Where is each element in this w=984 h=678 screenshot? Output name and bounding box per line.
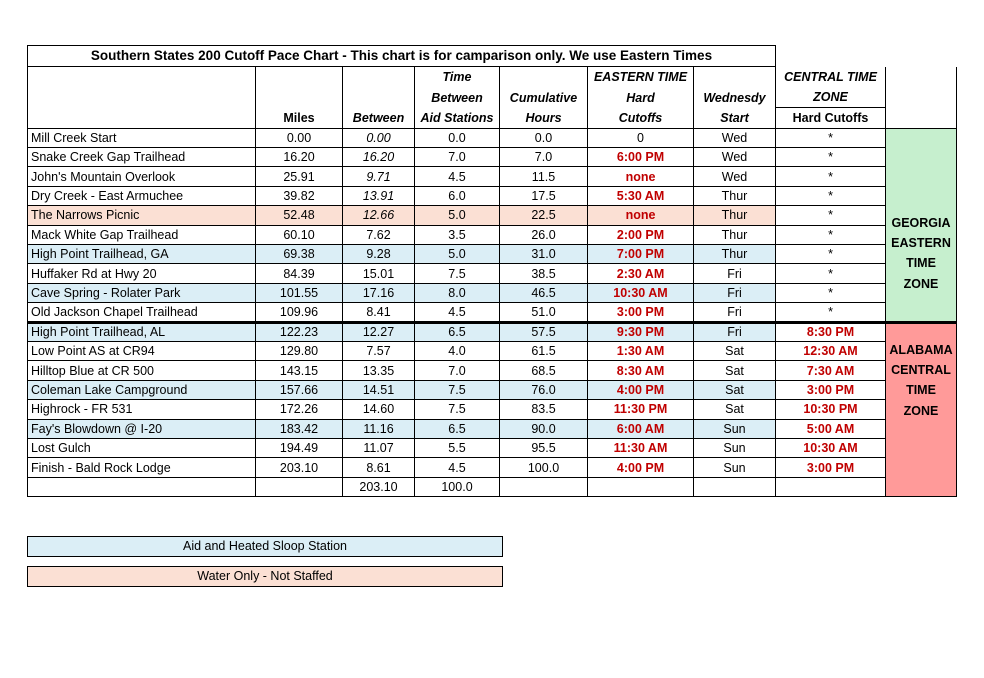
row-miles: 183.42 [256, 419, 343, 438]
row-eastern-cutoff: 5:30 AM [588, 186, 694, 205]
table-row [28, 167, 957, 186]
row-location: Mack White Gap Trailhead [28, 225, 256, 244]
row-central-cutoff: 10:30 PM [776, 400, 886, 419]
row-between: 13.91 [343, 186, 415, 205]
row-time-between: 7.5 [415, 264, 500, 283]
row-eastern-cutoff: none [588, 167, 694, 186]
row-miles: 101.55 [256, 283, 343, 302]
row-time-between: 5.0 [415, 206, 500, 225]
row-time-between: 5.0 [415, 245, 500, 264]
row-eastern-cutoff: 10:30 AM [588, 283, 694, 302]
table-row [28, 438, 957, 457]
table-row [28, 206, 957, 225]
row-cumulative-hours: 76.0 [500, 380, 588, 399]
row-eastern-cutoff: none [588, 206, 694, 225]
row-time-between: 6.5 [415, 322, 500, 341]
row-eastern-cutoff: 1:30 AM [588, 341, 694, 360]
row-location: Coleman Lake Campground [28, 380, 256, 399]
row-time-between: 4.5 [415, 458, 500, 477]
row-cumulative-hours: 22.5 [500, 206, 588, 225]
row-cumulative-hours: 61.5 [500, 341, 588, 360]
georgia-eastern-zone [886, 128, 957, 322]
zone-label: ZONE [903, 276, 939, 291]
row-cumulative-hours: 31.0 [500, 245, 588, 264]
header-start: Start [694, 108, 776, 128]
header-hard: Hard [588, 87, 694, 107]
row-time-between: 0.0 [415, 128, 500, 147]
row-miles: 69.38 [256, 245, 343, 264]
legend-water-only: Water Only - Not Staffed [27, 566, 503, 587]
table-row [28, 148, 957, 167]
table-row [28, 225, 957, 244]
row-between: 15.01 [343, 264, 415, 283]
alabama-central-zone [886, 322, 957, 497]
row-central-cutoff: 3:00 PM [776, 380, 886, 399]
row-central-cutoff: * [776, 245, 886, 264]
row-central-cutoff: 8:30 PM [776, 322, 886, 341]
row-start-day: Sun [694, 419, 776, 438]
row-between: 14.51 [343, 380, 415, 399]
row-cumulative-hours: 0.0 [500, 128, 588, 147]
row-eastern-cutoff: 9:30 PM [588, 322, 694, 341]
row-time-between: 6.0 [415, 186, 500, 205]
row-cumulative-hours: 11.5 [500, 167, 588, 186]
row-central-cutoff: 12:30 AM [776, 341, 886, 360]
row-miles: 109.96 [256, 303, 343, 322]
total-hours: 100.0 [415, 477, 500, 496]
row-cumulative-hours: 7.0 [500, 148, 588, 167]
header-cumulative: Cumulative [500, 87, 588, 107]
row-miles: 203.10 [256, 458, 343, 477]
row-location: Snake Creek Gap Trailhead [28, 148, 256, 167]
row-time-between: 4.5 [415, 167, 500, 186]
row-cumulative-hours: 17.5 [500, 186, 588, 205]
row-start-day: Fri [694, 264, 776, 283]
row-start-day: Wed [694, 167, 776, 186]
row-eastern-cutoff: 4:00 PM [588, 458, 694, 477]
row-start-day: Thur [694, 245, 776, 264]
row-central-cutoff: 5:00 AM [776, 419, 886, 438]
row-central-cutoff: * [776, 303, 886, 322]
zone-label: ALABAMA [889, 342, 953, 357]
table-row [28, 245, 957, 264]
table-row [28, 400, 957, 419]
header-zone: ZONE [776, 87, 886, 107]
zone-label: GEORGIA [891, 215, 951, 230]
row-cumulative-hours: 68.5 [500, 361, 588, 380]
row-cumulative-hours: 38.5 [500, 264, 588, 283]
row-eastern-cutoff: 3:00 PM [588, 303, 694, 322]
row-miles: 25.91 [256, 167, 343, 186]
total-miles: 203.10 [343, 477, 415, 496]
zone-label: TIME [906, 256, 936, 271]
row-between: 7.62 [343, 225, 415, 244]
row-eastern-cutoff: 7:00 PM [588, 245, 694, 264]
row-location: High Point Trailhead, AL [28, 322, 256, 341]
row-central-cutoff: 3:00 PM [776, 458, 886, 477]
row-between: 17.16 [343, 283, 415, 302]
row-eastern-cutoff: 6:00 AM [588, 419, 694, 438]
header-central-time: CENTRAL TIME [776, 67, 886, 87]
row-between: 9.28 [343, 245, 415, 264]
table-row [28, 283, 957, 302]
row-location: Lost Gulch [28, 438, 256, 457]
row-central-cutoff: * [776, 167, 886, 186]
row-location: Finish - Bald Rock Lodge [28, 458, 256, 477]
row-central-cutoff: * [776, 128, 886, 147]
header-between: Between [415, 87, 500, 107]
header-between2: Between [343, 108, 415, 128]
row-miles: 122.23 [256, 322, 343, 341]
table-row [28, 128, 957, 147]
row-cumulative-hours: 100.0 [500, 458, 588, 477]
table-row [28, 458, 957, 477]
header-hard-cutoffs: Hard Cutoffs [776, 108, 886, 128]
row-central-cutoff: * [776, 186, 886, 205]
row-time-between: 4.5 [415, 303, 500, 322]
row-eastern-cutoff: 6:00 PM [588, 148, 694, 167]
row-miles: 194.49 [256, 438, 343, 457]
table-row [28, 264, 957, 283]
header-wednesday: Wednesdy [694, 87, 776, 107]
row-central-cutoff: * [776, 206, 886, 225]
row-eastern-cutoff: 2:00 PM [588, 225, 694, 244]
row-location: Cave Spring - Rolater Park [28, 283, 256, 302]
row-eastern-cutoff: 4:00 PM [588, 380, 694, 399]
row-time-between: 7.0 [415, 148, 500, 167]
row-between: 8.41 [343, 303, 415, 322]
row-between: 12.27 [343, 322, 415, 341]
row-start-day: Thur [694, 206, 776, 225]
row-between: 8.61 [343, 458, 415, 477]
row-eastern-cutoff: 8:30 AM [588, 361, 694, 380]
row-location: Fay's Blowdown @ I-20 [28, 419, 256, 438]
row-between: 14.60 [343, 400, 415, 419]
row-start-day: Fri [694, 303, 776, 322]
row-eastern-cutoff: 2:30 AM [588, 264, 694, 283]
row-between: 9.71 [343, 167, 415, 186]
row-start-day: Thur [694, 225, 776, 244]
row-time-between: 4.0 [415, 341, 500, 360]
pace-chart-table [27, 67, 957, 497]
row-between: 13.35 [343, 361, 415, 380]
row-start-day: Sat [694, 380, 776, 399]
table-row [28, 380, 957, 399]
row-between: 7.57 [343, 341, 415, 360]
row-location: The Narrows Picnic [28, 206, 256, 225]
row-location: Hilltop Blue at CR 500 [28, 361, 256, 380]
row-start-day: Sat [694, 361, 776, 380]
row-miles: 60.10 [256, 225, 343, 244]
row-miles: 157.66 [256, 380, 343, 399]
chart-title: Southern States 200 Cutoff Pace Chart - This chart is for camparison only. We use Eastern Times [27, 45, 776, 67]
zone-label: ZONE [903, 403, 939, 418]
table-row [28, 303, 957, 322]
row-central-cutoff: 7:30 AM [776, 361, 886, 380]
row-miles: 172.26 [256, 400, 343, 419]
row-central-cutoff: * [776, 225, 886, 244]
row-time-between: 3.5 [415, 225, 500, 244]
row-eastern-cutoff: 11:30 AM [588, 438, 694, 457]
row-time-between: 8.0 [415, 283, 500, 302]
zone-label: CENTRAL [891, 362, 951, 377]
header-eastern-time: EASTERN TIME [588, 67, 694, 87]
row-cumulative-hours: 46.5 [500, 283, 588, 302]
row-between: 11.07 [343, 438, 415, 457]
zone-label: EASTERN [891, 236, 951, 251]
row-start-day: Sun [694, 438, 776, 457]
row-start-day: Sat [694, 341, 776, 360]
row-miles: 39.82 [256, 186, 343, 205]
row-central-cutoff: * [776, 264, 886, 283]
row-cumulative-hours: 51.0 [500, 303, 588, 322]
row-between: 0.00 [343, 128, 415, 147]
header-time: Time [415, 67, 500, 87]
row-between: 11.16 [343, 419, 415, 438]
table-row [28, 186, 957, 205]
row-central-cutoff: 10:30 AM [776, 438, 886, 457]
row-time-between: 5.5 [415, 438, 500, 457]
row-eastern-cutoff: 11:30 PM [588, 400, 694, 419]
row-cumulative-hours: 26.0 [500, 225, 588, 244]
row-location: Old Jackson Chapel Trailhead [28, 303, 256, 322]
row-time-between: 6.5 [415, 419, 500, 438]
row-miles: 52.48 [256, 206, 343, 225]
header-cutoffs: Cutoffs [588, 108, 694, 128]
row-location: Mill Creek Start [28, 128, 256, 147]
row-start-day: Sun [694, 458, 776, 477]
row-cumulative-hours: 95.5 [500, 438, 588, 457]
header-miles: Miles [256, 108, 343, 128]
table-row [28, 322, 957, 341]
row-between: 12.66 [343, 206, 415, 225]
row-start-day: Fri [694, 283, 776, 302]
row-start-day: Sat [694, 400, 776, 419]
header-blank [28, 67, 256, 87]
row-eastern-cutoff: 0 [588, 128, 694, 147]
table-row [28, 361, 957, 380]
table-row [28, 341, 957, 360]
row-cumulative-hours: 57.5 [500, 322, 588, 341]
row-central-cutoff: * [776, 283, 886, 302]
table-row [28, 419, 957, 438]
row-time-between: 7.5 [415, 380, 500, 399]
row-cumulative-hours: 83.5 [500, 400, 588, 419]
totals-row [28, 477, 957, 496]
row-location: Highrock - FR 531 [28, 400, 256, 419]
header-hours: Hours [500, 108, 588, 128]
row-miles: 129.80 [256, 341, 343, 360]
row-miles: 84.39 [256, 264, 343, 283]
row-time-between: 7.5 [415, 400, 500, 419]
row-location: Dry Creek - East Armuchee [28, 186, 256, 205]
row-start-day: Wed [694, 148, 776, 167]
row-miles: 0.00 [256, 128, 343, 147]
row-central-cutoff: * [776, 148, 886, 167]
zone-label: TIME [906, 383, 936, 398]
row-miles: 16.20 [256, 148, 343, 167]
row-between: 16.20 [343, 148, 415, 167]
row-cumulative-hours: 90.0 [500, 419, 588, 438]
row-location: John's Mountain Overlook [28, 167, 256, 186]
row-location: High Point Trailhead, GA [28, 245, 256, 264]
row-miles: 143.15 [256, 361, 343, 380]
header-aid-stations: Aid Stations [415, 108, 500, 128]
row-start-day: Thur [694, 186, 776, 205]
row-location: Low Point AS at CR94 [28, 341, 256, 360]
row-time-between: 7.0 [415, 361, 500, 380]
row-location: Huffaker Rd at Hwy 20 [28, 264, 256, 283]
row-start-day: Fri [694, 322, 776, 341]
legend-aid-station: Aid and Heated Sloop Station [27, 536, 503, 557]
row-start-day: Wed [694, 128, 776, 147]
